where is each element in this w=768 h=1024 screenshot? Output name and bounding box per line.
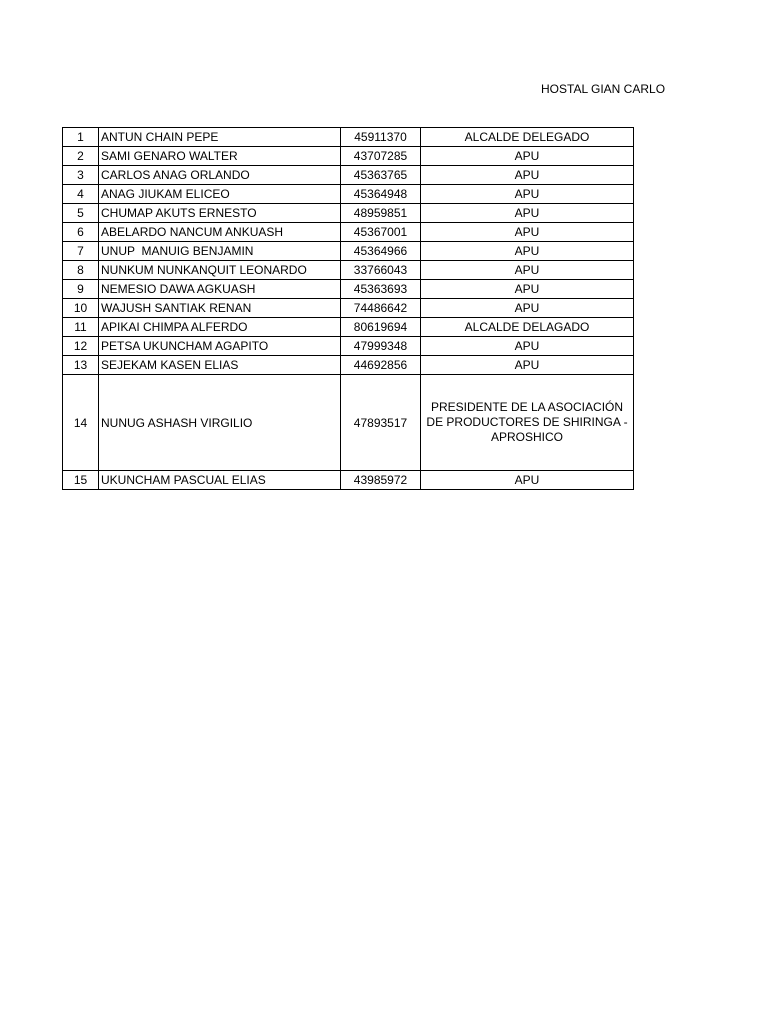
dni-number: 45364948 — [341, 185, 421, 204]
table-row — [63, 128, 634, 147]
position-title: APU — [421, 223, 634, 242]
table-row — [63, 204, 634, 223]
table-row — [63, 261, 634, 280]
position-title: APU — [421, 204, 634, 223]
person-name: WAJUSH SANTIAK RENAN — [99, 299, 341, 318]
row-number: 14 — [63, 375, 99, 471]
person-name: PETSA UKUNCHAM AGAPITO — [99, 337, 341, 356]
position-title: APU — [421, 471, 634, 490]
dni-number: 45363693 — [341, 280, 421, 299]
person-name: UNUP MANUIG BENJAMIN — [99, 242, 341, 261]
dni-number: 45911370 — [341, 128, 421, 147]
dni-number: 43985972 — [341, 471, 421, 490]
table-row — [63, 280, 634, 299]
table-row — [63, 166, 634, 185]
dni-number: 47999348 — [341, 337, 421, 356]
table-row — [63, 337, 634, 356]
dni-number: 48959851 — [341, 204, 421, 223]
dni-number: 45367001 — [341, 223, 421, 242]
row-number: 13 — [63, 356, 99, 375]
person-name: APIKAI CHIMPA ALFERDO — [99, 318, 341, 337]
sheet-header-title: HOSTAL GIAN CARLO — [541, 82, 666, 96]
row-number: 6 — [63, 223, 99, 242]
dni-number: 45363765 — [341, 166, 421, 185]
row-number: 7 — [63, 242, 99, 261]
table-row — [63, 356, 634, 375]
dni-number: 45364966 — [341, 242, 421, 261]
position-title: APU — [421, 261, 634, 280]
row-number: 12 — [63, 337, 99, 356]
position-title: APU — [421, 356, 634, 375]
row-number: 9 — [63, 280, 99, 299]
table-row — [63, 375, 634, 471]
person-name: NUNUG ASHASH VIRGILIO — [99, 375, 341, 471]
position-title: APU — [421, 280, 634, 299]
table-row — [63, 185, 634, 204]
position-title: ALCALDE DELAGADO — [421, 318, 634, 337]
dni-number: 44692856 — [341, 356, 421, 375]
dni-number: 80619694 — [341, 318, 421, 337]
dni-number: 33766043 — [341, 261, 421, 280]
dni-number: 74486642 — [341, 299, 421, 318]
position-title: PRESIDENTE DE LA ASOCIACIÓN DE PRODUCTORES DE SHIRINGA - APROSHICO — [421, 375, 634, 471]
person-name: SAMI GENARO WALTER — [99, 147, 341, 166]
person-name: ABELARDO NANCUM ANKUASH — [99, 223, 341, 242]
row-number: 3 — [63, 166, 99, 185]
table-row — [63, 471, 634, 490]
person-name: UKUNCHAM PASCUAL ELIAS — [99, 471, 341, 490]
position-title: APU — [421, 166, 634, 185]
roster-table — [62, 127, 634, 490]
person-name: NEMESIO DAWA AGKUASH — [99, 280, 341, 299]
person-name: NUNKUM NUNKANQUIT LEONARDO — [99, 261, 341, 280]
table-row — [63, 299, 634, 318]
row-number: 4 — [63, 185, 99, 204]
person-name: ANAG JIUKAM ELICEO — [99, 185, 341, 204]
row-number: 15 — [63, 471, 99, 490]
position-title: APU — [421, 147, 634, 166]
table-row — [63, 318, 634, 337]
position-title: APU — [421, 185, 634, 204]
person-name: ANTUN CHAIN PEPE — [99, 128, 341, 147]
row-number: 11 — [63, 318, 99, 337]
position-title: APU — [421, 242, 634, 261]
row-number: 5 — [63, 204, 99, 223]
table-row — [63, 147, 634, 166]
table-row — [63, 223, 634, 242]
dni-number: 43707285 — [341, 147, 421, 166]
position-title: APU — [421, 337, 634, 356]
row-number: 2 — [63, 147, 99, 166]
person-name: CARLOS ANAG ORLANDO — [99, 166, 341, 185]
dni-number: 47893517 — [341, 375, 421, 471]
row-number: 10 — [63, 299, 99, 318]
table-row — [63, 242, 634, 261]
row-number: 1 — [63, 128, 99, 147]
person-name: SEJEKAM KASEN ELIAS — [99, 356, 341, 375]
position-title: APU — [421, 299, 634, 318]
row-number: 8 — [63, 261, 99, 280]
person-name: CHUMAP AKUTS ERNESTO — [99, 204, 341, 223]
position-title: ALCALDE DELEGADO — [421, 128, 634, 147]
